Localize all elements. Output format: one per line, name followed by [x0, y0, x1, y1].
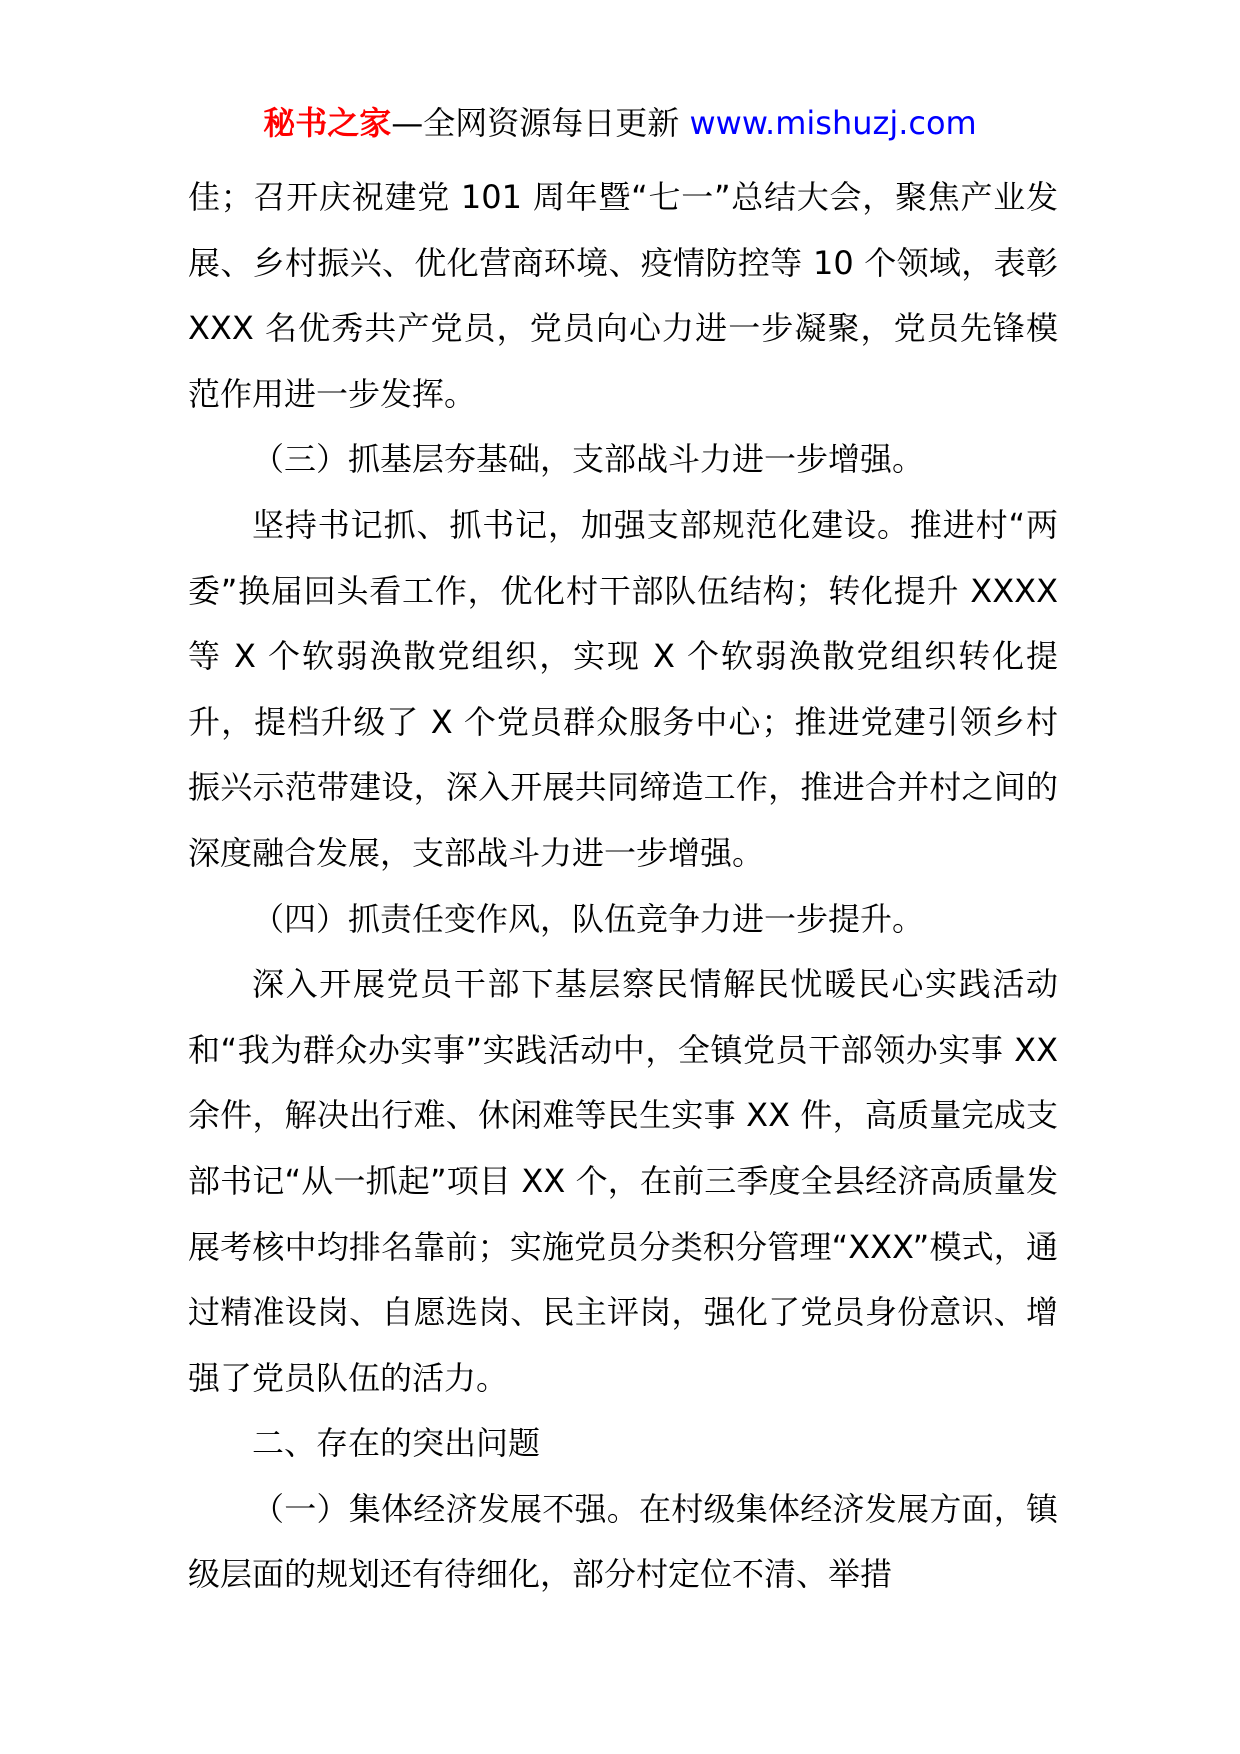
- site-header: [0, 100, 1240, 146]
- document-body: [188, 165, 1058, 1608]
- paragraph-continuation: 佳；召开庆祝建党 101 周年暨“七一”总结大会，聚焦产业发展、乡村振兴、优化营商环境、疫情防控等 10 个领域，表彰 XXX 名优秀共产党员，党员向心力进一步凝聚，党员先锋模范作用进一步发挥。: [188, 178, 1058, 413]
- section-heading-4: （四）抓责任变作风，队伍竞争力进一步提升。: [252, 899, 925, 938]
- paragraph: 深入开展党员干部下基层察民情解民忧暖民心实践活动和“我为群众办实事”实践活动中，全镇党员干部领办实事 XX 余件，解决出行难、休闲难等民生实事 XX 件，高质量完成支部书记“从一抓起”项目 XX 个，在前三季度全县经济高质量发展考核中均排名靠前；实施党员分类积分管理“XXX”模式，通过精准设岗、自愿选岗、民主评岗，强化了党员身份意识、增强了党员队伍的活力。: [188, 965, 1058, 1397]
- paragraph: 坚持书记抓、抓书记，加强支部规范化建设。推进村“两委”换届回头看工作，优化村干部队伍结构；转化提升 XXXX 等 X 个软弱涣散党组织，实现 X 个软弱涣散党组织转化提升，提档升级了 X 个党员群众服务中心；推进党建引领乡村振兴示范带建设，深入开展共同缔造工作，推进合并村之间的深度融合发展，支部战斗力进一步增强。: [188, 505, 1058, 872]
- header-tagline: —全网资源每日更新: [391, 104, 680, 142]
- site-url-link[interactable]: www.mishuzj.com: [689, 104, 977, 142]
- brand-name: 秘书之家: [263, 104, 392, 142]
- paragraph: （一）集体经济发展不强。在村级集体经济发展方面，镇级层面的规划还有待细化，部分村定位不清、举措: [188, 1489, 1058, 1594]
- chapter-heading: 二、存在的突出问题: [252, 1424, 541, 1463]
- section-heading-3: （三）抓基层夯基础，支部战斗力进一步增强。: [252, 440, 925, 479]
